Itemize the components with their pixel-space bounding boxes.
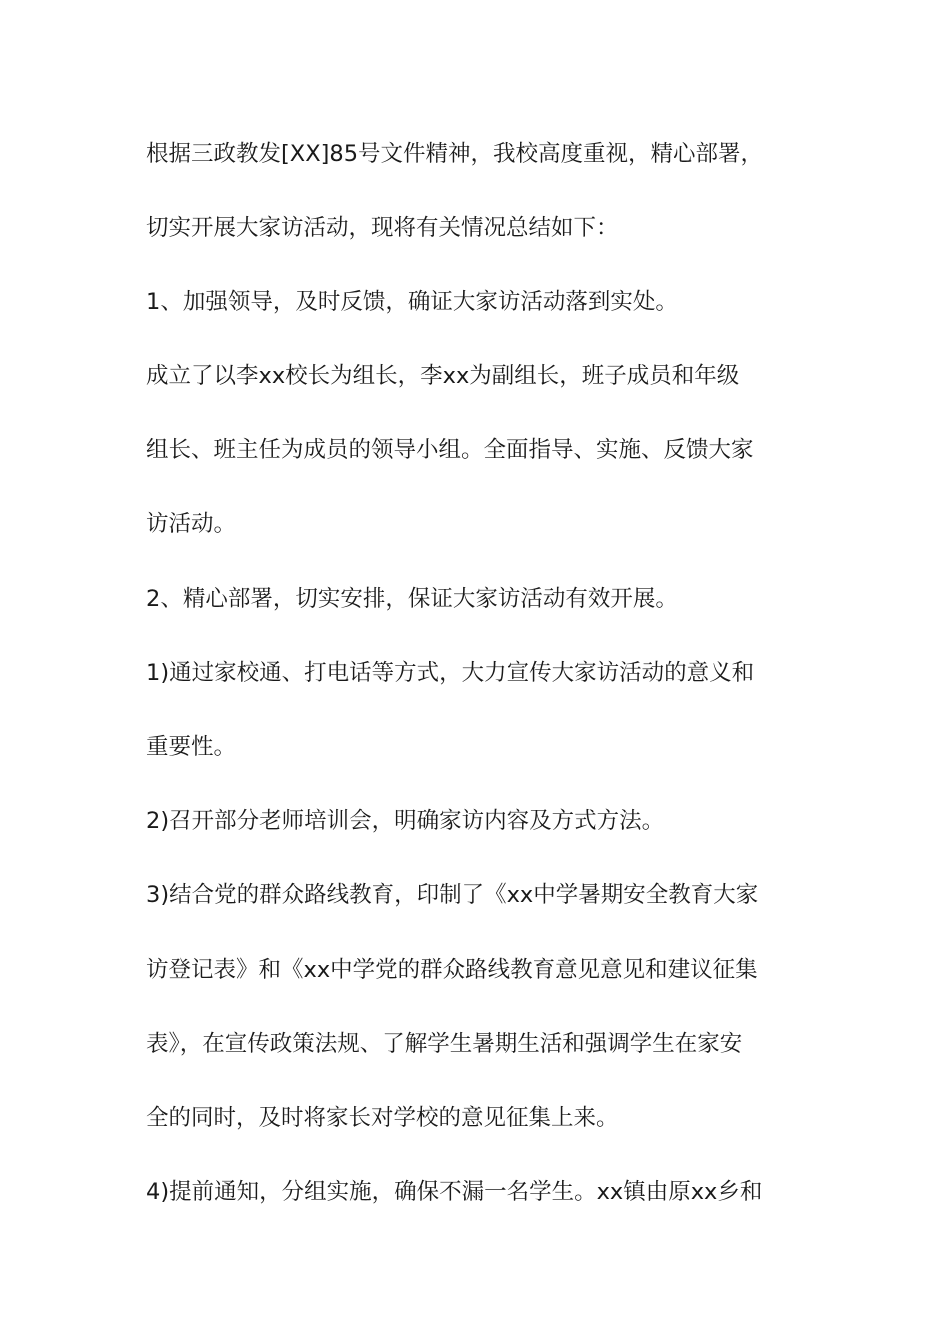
text-line: 访活动。 bbox=[146, 511, 237, 537]
text-line: 表》，在宣传政策法规、了解学生暑期生活和强调学生在家安 bbox=[146, 1031, 743, 1057]
text-line: 组长、班主任为成员的领导小组。全面指导、实施、反馈大家 bbox=[146, 437, 754, 463]
text-line: 重要性。 bbox=[146, 734, 237, 760]
text-line: 访登记表》和《xx中学党的群众路线教育意见意见和建议征集 bbox=[146, 957, 758, 983]
section-heading: 2、精心部署，切实安排，保证大家访活动有效开展。 bbox=[146, 586, 678, 612]
text-line: 1)通过家校通、打电话等方式，大力宣传大家访活动的意义和 bbox=[146, 660, 755, 686]
text-line: 4)提前通知，分组实施，确保不漏一名学生。xx镇由原xx乡和 bbox=[146, 1179, 763, 1205]
text-line: 成立了以李xx校长为组长，李xx为副组长，班子成员和年级 bbox=[146, 363, 740, 389]
text-line: 根据三政教发[XX]85号文件精神，我校高度重视，精心部署， bbox=[146, 141, 764, 167]
text-line: 全的同时，及时将家长对学校的意见征集上来。 bbox=[146, 1105, 619, 1131]
text-line: 3)结合党的群众路线教育，印制了《xx中学暑期安全教育大家 bbox=[146, 882, 759, 908]
section-heading: 1、加强领导，及时反馈，确证大家访活动落到实处。 bbox=[146, 289, 678, 315]
text-line: 切实开展大家访活动，现将有关情况总结如下： bbox=[146, 215, 619, 241]
text-line: 2)召开部分老师培训会，明确家访内容及方式方法。 bbox=[146, 808, 665, 834]
